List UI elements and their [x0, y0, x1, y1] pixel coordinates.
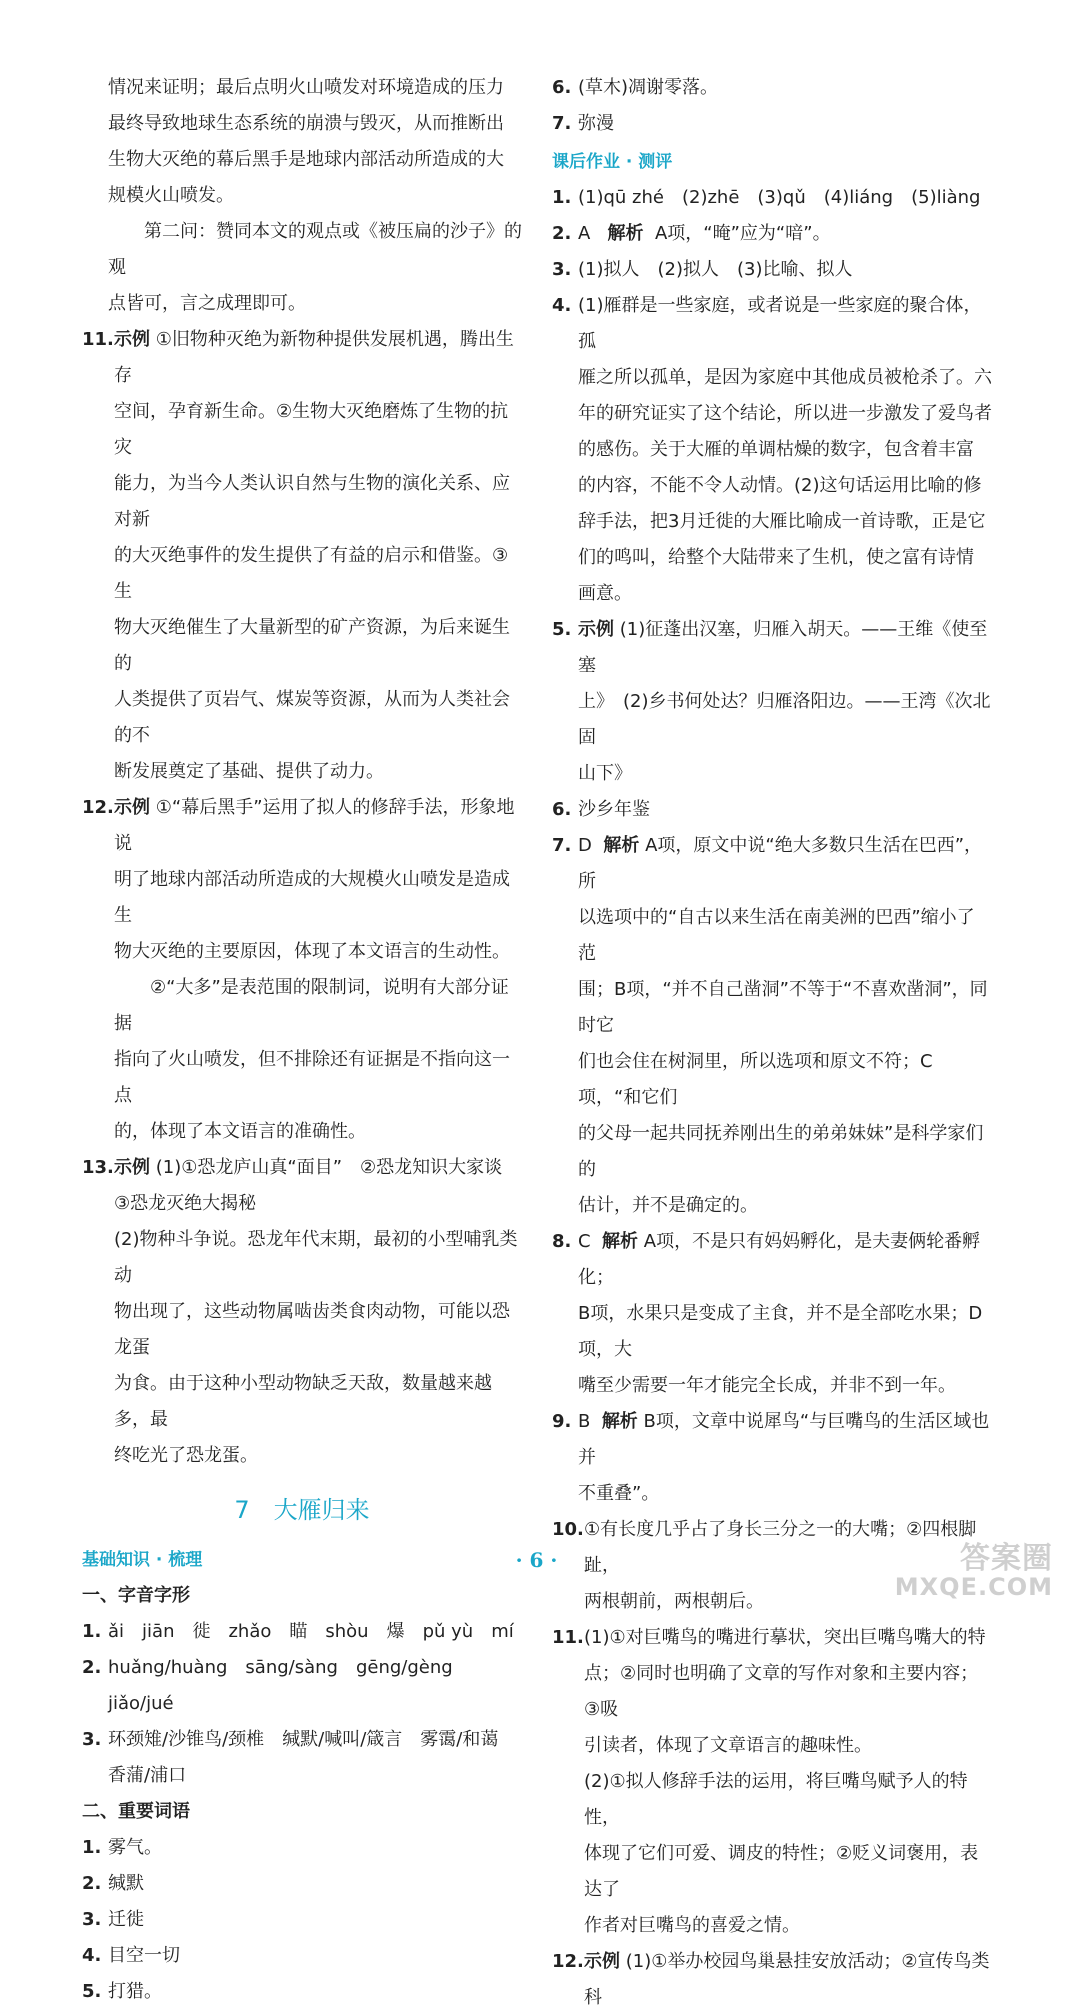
h2-answer: A [578, 223, 591, 244]
part2-heading: 二、重要词语 [82, 1801, 190, 1822]
w6-text: (草木)凋谢零落。 [578, 77, 719, 98]
h3-item [552, 252, 992, 288]
h7-number: 7. [552, 835, 572, 856]
section-after-heading: 课后作业 · 测评 [552, 152, 673, 172]
q10-line-3: 生物大灭绝的幕后黑手是地球内部活动所造成的大 [108, 149, 504, 170]
right-column [552, 70, 992, 2016]
w1-number: 1. [82, 1837, 102, 1858]
w4-text: 目空一切 [108, 1945, 180, 1966]
w5-number: 5. [82, 1981, 102, 2002]
h11-item [552, 1620, 992, 1944]
h8-number: 8. [552, 1231, 572, 1252]
watermark-text: 答案圈 [960, 1541, 1053, 1576]
h7-label: 解析 [603, 835, 640, 856]
b3-line-2: 香蒲/浦口 [108, 1765, 187, 1786]
h5-line-3: 山下》 [578, 763, 632, 784]
h7-line-6: 估计，并不是确定的。 [578, 1195, 758, 1216]
h8-label: 解析 [602, 1231, 639, 1252]
h8-line-3: 嘴至少需要一年才能完全长成，并非不到一年。 [578, 1375, 956, 1396]
h9-label: 解析 [601, 1411, 638, 1432]
w3-item [82, 1902, 522, 1938]
h7-line-1: A项，原文中说“绝大多数只生活在巴西”，所 [578, 835, 983, 892]
w2-item [82, 1866, 522, 1902]
h8-line-1: A项，不是只有妈妈孵化，是夫妻俩轮番孵化； [578, 1231, 981, 1288]
q11-line-1: ①旧物种灭绝为新物种提供发展机遇，腾出生存 [114, 329, 514, 386]
q12-number: 12. [82, 797, 114, 818]
h4-line-5: 的内容，不能不令人动情。(2)这句话运用比喻的修 [578, 475, 982, 496]
h2-label: 解析 [607, 223, 644, 244]
w6-number: 6. [552, 77, 572, 98]
b2-number: 2. [82, 1657, 102, 1678]
h11-line-2: 点；②同时也明确了文章的写作对象和主要内容；③吸 [584, 1663, 979, 1720]
h5-line-1: (1)征蓬出汉塞，归雁入胡天。——王维《使至塞 [578, 619, 988, 676]
q12-p2-line-2: 指向了火山喷发，但不排除还有证据是不指向这一点 [114, 1049, 510, 1106]
q13-label: 示例 [114, 1157, 150, 1178]
q13-line-2: ③恐龙灭绝大揭秘 [114, 1193, 257, 1214]
q10-line-2: 最终导致地球生态系统的崩溃与毁灭，从而推断出 [108, 113, 504, 134]
q11-label: 示例 [114, 329, 150, 350]
h4-line-8: 画意。 [578, 583, 632, 604]
b2-item [82, 1650, 522, 1722]
part1-heading: 一、字音字形 [82, 1585, 190, 1606]
h10-line-2: 两根朝前，两根朝后。 [584, 1591, 764, 1612]
h4-line-3: 年的研究证实了这个结论，所以进一步激发了爱鸟者 [578, 403, 992, 424]
h12-label: 示例 [584, 1951, 620, 1972]
q11-line-2: 空间，孕育新生命。②生物大灭绝磨炼了生物的抗灾 [114, 401, 509, 458]
h11-line-3: 引读者，体现了文章语言的趣味性。 [584, 1735, 872, 1756]
q12-line-2: 明了地球内部活动所造成的大规模火山喷发是造成生 [114, 869, 510, 926]
h4-line-1: (1)雁群是一些家庭，或者说是一些家庭的聚合体，孤 [578, 295, 982, 352]
w4-item [82, 1938, 522, 1974]
q12-label: 示例 [114, 797, 150, 818]
q13-number: 13. [82, 1157, 114, 1178]
q12-line-1: ①“幕后黑手”运用了拟人的修辞手法，形象地说 [114, 797, 515, 854]
q13-line-5: 为食。由于这种小型动物缺乏天敌，数量越来越多，最 [114, 1373, 492, 1430]
b1-item [82, 1614, 522, 1650]
q11-line-7: 断发展奠定了基础、提供了动力。 [114, 761, 384, 782]
section-basic-heading: 基础知识 · 梳理 [82, 1550, 203, 1570]
h9-number: 9. [552, 1411, 572, 1432]
q13-line-1: (1)①恐龙庐山真“面目” ②恐龙知识大家谈 [155, 1157, 503, 1178]
q12-line-3: 物大灭绝的主要原因，体现了本文语言的生动性。 [114, 941, 510, 962]
b2-text: huǎng/huàng sāng/sàng gēng/gèng jiǎo/jué [108, 1657, 471, 1714]
h5-line-2: 上》 (2)乡书何处达？归雁洛阳边。——王湾《次北固 [578, 691, 991, 748]
q12-p2-line-3: 的，体现了本文语言的准确性。 [114, 1121, 366, 1142]
h9-answer: B [578, 1411, 591, 1432]
q11-line-5: 物大灭绝催生了大量新型的矿产资源，为后来诞生的 [114, 617, 510, 674]
w5-item [82, 1974, 522, 2010]
q12-p2-first: ②“大多”是表范围的限制词，说明有大部分证据 [114, 977, 509, 1034]
q11-number: 11. [82, 329, 114, 350]
w7-item [552, 106, 992, 142]
h6-text: 沙乡年鉴 [578, 799, 650, 820]
w2-number: 2. [82, 1873, 102, 1894]
h4-number: 4. [552, 295, 572, 316]
q13-item [82, 1150, 522, 1474]
w1-item [82, 1830, 522, 1866]
h1-number: 1. [552, 187, 572, 208]
h12-text: (1)①举办校园鸟巢悬挂安放活动；②宣传鸟类科 [584, 1951, 990, 2008]
h4-line-2: 雁之所以孤单，是因为家庭中其他成员被枪杀了。六 [578, 367, 992, 388]
h1-item [552, 180, 992, 216]
h8-answer: C [578, 1231, 591, 1252]
w3-text: 迁徙 [108, 1909, 144, 1930]
watermark-sub: MXQE.COM [894, 1573, 1053, 1601]
b3-item [82, 1722, 522, 1794]
h5-item [552, 612, 992, 792]
h2-number: 2. [552, 223, 572, 244]
h9-item [552, 1404, 992, 1512]
h7-answer: D [578, 835, 592, 856]
b3-number: 3. [82, 1729, 102, 1750]
h7-item [552, 828, 992, 1224]
q13-line-6: 终吃光了恐龙蛋。 [114, 1445, 258, 1466]
b1-text: ǎi jiān 徙 zhǎo 瞄 shòu 爆 pǔ yù mí [108, 1621, 514, 1642]
h7-line-4: 们也会住在树洞里，所以选项和原文不符；C项，“和它们 [578, 1051, 933, 1108]
w2-text: 缄默 [108, 1873, 144, 1894]
h12-number: 12. [552, 1951, 584, 1972]
h6-number: 6. [552, 799, 572, 820]
h7-line-5: 的父母一起共同抚养刚出生的弟弟妹妹”是科学家们的 [578, 1123, 984, 1180]
h7-line-2: 以选项中的“自古以来生活在南美洲的巴西”缩小了范 [578, 907, 975, 964]
w3-number: 3. [82, 1909, 102, 1930]
q11-item [82, 322, 522, 790]
q10-continuation [82, 70, 522, 322]
w1-text: 雾气。 [108, 1837, 162, 1858]
chapter-title: 7 大雁归来 [234, 1496, 370, 1524]
watermark-logo [894, 1541, 1053, 1601]
h6-item [552, 792, 992, 828]
h11-number: 11. [552, 1627, 584, 1648]
q12-item [82, 790, 522, 1150]
q11-line-3: 能力，为当今人类认识自然与生物的演化关系、应对新 [114, 473, 510, 530]
h9-line-2: 不重叠”。 [578, 1483, 660, 1504]
w4-number: 4. [82, 1945, 102, 1966]
h3-text: (1)拟人 (2)拟人 (3)比喻、拟人 [578, 259, 853, 280]
h5-number: 5. [552, 619, 572, 640]
w6-item [552, 70, 992, 106]
h8-item [552, 1224, 992, 1404]
w7-number: 7. [552, 113, 572, 134]
h4-item [552, 288, 992, 612]
h1-text: (1)qū zhé (2)zhē (3)qǔ (4)liáng (5)liàng [578, 187, 981, 208]
b1-number: 1. [82, 1621, 102, 1642]
h3-number: 3. [552, 259, 572, 280]
q13-line-4: 物出现了，这些动物属啮齿类食肉动物，可能以恐龙蛋 [114, 1301, 510, 1358]
page-number: · 6 · [515, 1548, 558, 1572]
h7-line-3: 围；B项，“并不自己凿洞”不等于“不喜欢凿洞”，同时它 [578, 979, 988, 1036]
w7-text: 弥漫 [578, 113, 614, 134]
h4-line-7: 们的鸣叫，给整个大陆带来了生机，使之富有诗情 [578, 547, 974, 568]
h12-item [552, 1944, 992, 2016]
q10-second-first: 第二问：赞同本文的观点或《被压扁的沙子》的观 [108, 221, 522, 278]
h11-line-4: (2)①拟人修辞手法的运用，将巨嘴鸟赋予人的特性， [584, 1771, 968, 1828]
q13-line-3: (2)物种斗争说。恐龙年代末期，最初的小型哺乳类动 [114, 1229, 518, 1286]
q11-line-4: 的大灭绝事件的发生提供了有益的启示和借鉴。③生 [114, 545, 509, 602]
left-column [82, 70, 522, 2010]
h4-line-4: 的感伤。关于大雁的单调枯燥的数字，包含着丰富 [578, 439, 974, 460]
h11-line-6: 作者对巨嘴鸟的喜爱之情。 [584, 1915, 800, 1936]
h11-line-5: 体现了它们可爱、调皮的特性；②贬义词褒用，表达了 [584, 1843, 979, 1900]
h2-item [552, 216, 992, 252]
q10-second-rest: 点皆可，言之成理即可。 [108, 293, 306, 314]
h10-line-1: ①有长度几乎占了身长三分之一的大嘴；②四根脚趾， [584, 1519, 977, 1576]
h11-line-1: (1)①对巨嘴鸟的嘴进行摹状，突出巨嘴鸟嘴大的特 [584, 1627, 986, 1648]
h9-line-1: B项，文章中说犀鸟“与巨嘴鸟的生活区域也并 [578, 1411, 990, 1468]
h5-label: 示例 [578, 619, 614, 640]
h2-text: A项，“晻”应为“喑”。 [654, 223, 831, 244]
q11-line-6: 人类提供了页岩气、煤炭等资源，从而为人类社会的不 [114, 689, 510, 746]
w5-text: 打猎。 [108, 1981, 162, 2002]
q10-line-4: 规模火山喷发。 [108, 185, 234, 206]
q10-line-1: 情况来证明；最后点明火山喷发对环境造成的压力 [108, 77, 504, 98]
b3-line-1: 环颈雉/沙锥鸟/颈椎 缄默/喊叫/箴言 雾霭/和蔼 [108, 1729, 499, 1750]
h8-line-2: B项，水果只是变成了主食，并不是全部吃水果；D项，大 [578, 1303, 983, 1360]
h10-number: 10. [552, 1519, 584, 1540]
h4-line-6: 辞手法，把3月迁徙的大雁比喻成一首诗歌，正是它 [578, 511, 986, 532]
